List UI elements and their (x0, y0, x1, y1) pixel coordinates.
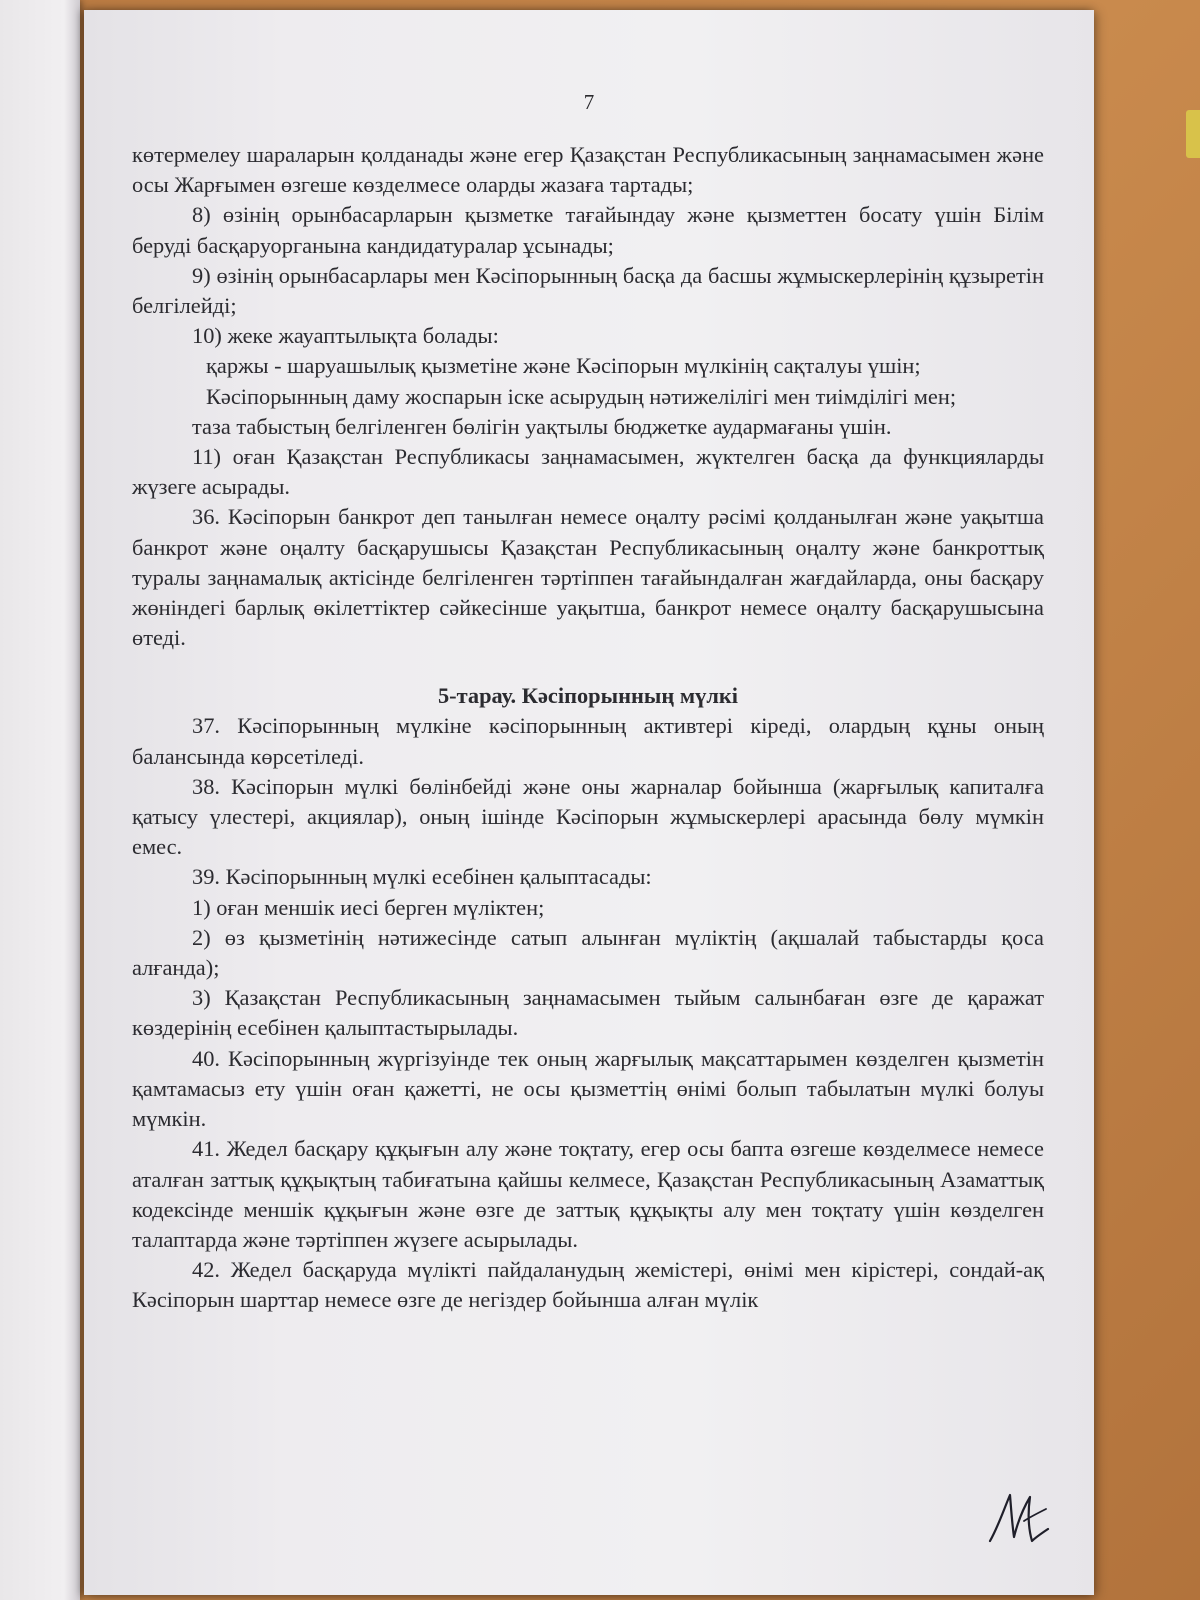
paragraph: 3) Қазақстан Республикасының заңнамасымен тыйым салынбаған өзге де қаражат көздерінің есебінен қалыптастырылады. (132, 985, 1044, 1041)
paragraph: қаржы - шаруашылық қызметіне және Кәсіпорын мүлкінің сақталуы үшін; (206, 353, 921, 379)
paragraph: 39. Кәсіпорынның мүлкі есебінен қалыптасады: (192, 864, 652, 890)
paragraph: 2) өз қызметінің нәтижесінде сатып алынған мүліктің (ақшалай табыстарды қоса алғанда); (132, 924, 1044, 981)
page-number: 7 (583, 90, 595, 114)
paragraph: 11) оған Қазақстан Республикасы заңнамасымен, жүктелген басқа да функцияларды жүзеге асырады. (132, 444, 1044, 500)
paragraph: 9) өзінің орынбасарлары мен Кәсіпорынның басқа да басшы жұмыскерлерінің құзыретін белгілейді; (132, 262, 1044, 319)
paragraph: 41. Жедел басқару құқығын алу және тоқтату, егер осы бапта өзгеше көзделмесе немесе аталған заттық құқықтың табиғатына қайшы келмесе, Қазақстан Республикасының Азаматтық кодексінде меншік құқығын және өзге де заттық құқықты алу мен тоқтату үшін көзделген талаптарда және тәртіппен жүзеге асырылады. (132, 1136, 1044, 1252)
document-body (132, 140, 1044, 1316)
paragraph: 1) оған меншік иесі берген мүліктен; (192, 894, 545, 920)
paragraph: 42. Жедел басқаруда мүлікті пайдаланудың жемістері, өнімі мен кірістері, сондай-ақ Кәсіпорын шарттар немесе өзге де негіздер бойынша алған мүлік (132, 1257, 1044, 1313)
paragraph: 36. Кәсіпорын банкрот деп танылған немесе оңалту рәсімі қолданылған және уақытша банкрот және оңалту басқарушысы Қазақстан Республикасының оңалту және банкроттық туралы заңнамалық актісінде белгіленген тәртіппен тағайындалған жағдайларда, оны басқару жөніндегі барлық өкілеттіктер сәйкесінше уақытша, банкрот немесе оңалту басқарушысына өтеді. (132, 504, 1044, 651)
paragraph: 37. Кәсіпорынның мүлкіне кәсіпорынның активтері кіреді, олардың құны оның балансында көрсетіледі. (132, 713, 1044, 769)
handwritten-signature (984, 1487, 1054, 1547)
section-heading: 5-тарау. Кәсіпорынның мүлкі (437, 683, 739, 709)
paragraph: Кәсіпорынның даму жоспарын іске асырудың нәтижелілігі мен тиімділігі мен; (206, 383, 957, 409)
previous-page-edge (0, 0, 80, 1600)
paragraph: 10) жеке жауаптылықта болады: (192, 323, 499, 349)
paragraph: 38. Кәсіпорын мүлкі бөлінбейді және оны жарналар бойынша (жарғылық капиталға қатысу үлестері, акциялар), оның ішінде Кәсіпорын жұмыскерлері арасында бөлу мүмкін емес. (132, 773, 1044, 860)
paragraph: 40. Кәсіпорынның жүргізуінде тек оның жарғылық мақсаттарымен көзделген қызметін қамтамасыз ету үшін оған қажетті, не осы қызметтің өнімі болып табылатын мүлкі болуы мүмкін. (132, 1045, 1044, 1132)
document-page (84, 10, 1094, 1595)
paragraph: көтермелеу шараларын қолданады және егер Қазақстан Республикасының заңнамасымен және осы Жарғымен өзгеше көзделмесе оларды жазаға тартады; (132, 142, 1044, 198)
paragraph: 8) өзінің орынбасарларын қызметке тағайындау және қызметтен босату үшін Білім беруді басқаруорганына кандидатуралар ұсынады; (132, 202, 1044, 258)
pencil-edge (1186, 110, 1200, 158)
paragraph: таза табыстың белгіленген бөлігін уақтылы бюджетке аудармағаны үшін. (192, 413, 892, 439)
